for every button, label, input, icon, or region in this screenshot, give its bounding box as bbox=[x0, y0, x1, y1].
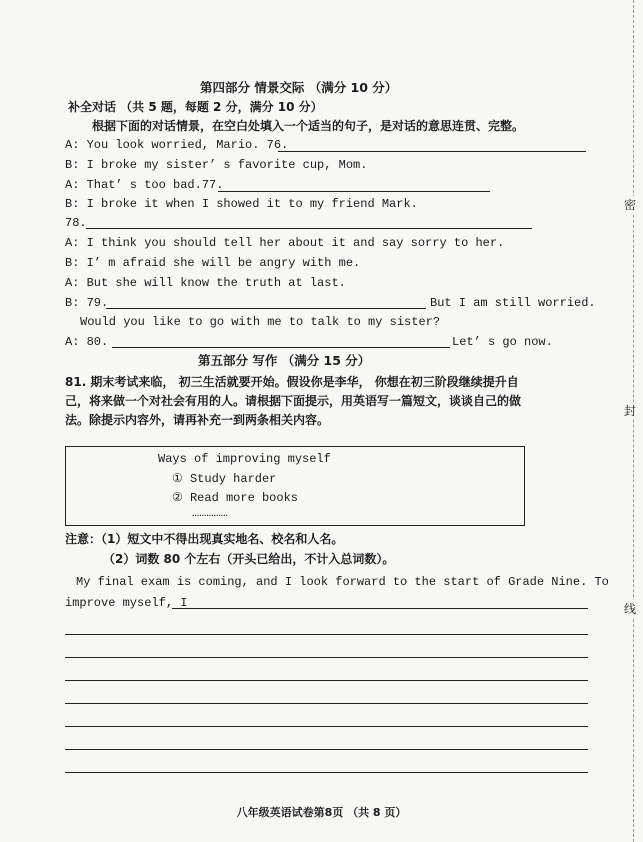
answer-blank-80[interactable] bbox=[112, 347, 450, 348]
answer-blank-78[interactable] bbox=[86, 228, 532, 229]
hint-item-1: ① Study harder bbox=[172, 472, 277, 486]
essay-line-8[interactable] bbox=[65, 772, 588, 773]
essay-start-line2: improve myself, I bbox=[65, 596, 188, 610]
margin-mark-xian: 线 bbox=[624, 602, 637, 616]
question-79-label: B: 79. bbox=[65, 296, 109, 310]
dialogue-line-b1: B: I broke my sister’ s favorite cup, Mom. bbox=[65, 158, 368, 172]
section4-instruction: 根据下面的对话情景，在空白处填入一个适当的句子，是对话的意思连贯、完整。 bbox=[92, 119, 525, 133]
section4-subtitle: 补全对话 （共 5 题，每题 2 分，满分 10 分） bbox=[68, 100, 323, 114]
answer-blank-76[interactable] bbox=[278, 151, 586, 152]
writing-prompt-line1: 81. 期末考试来临， 初三生活就要开始。假设你是李华， 你想在初三阶段继续提升自 bbox=[65, 375, 519, 389]
dialogue-line-b4-tail: But I am still worried. bbox=[430, 296, 596, 310]
dialogue-line-a4: A: But she will know the truth at last. bbox=[65, 276, 346, 290]
binding-margin-line bbox=[633, 0, 634, 842]
essay-line-7[interactable] bbox=[65, 749, 588, 750]
answer-blank-79[interactable] bbox=[106, 308, 426, 309]
essay-line-1[interactable] bbox=[172, 608, 588, 609]
dialogue-line-b4-question: Would you like to go with me to talk to my sister? bbox=[80, 315, 441, 329]
margin-mark-feng: 封 bbox=[624, 404, 637, 418]
dialogue-line-a1: A: You look worried, Mario. 76. bbox=[65, 138, 289, 152]
question-78-label: 78. bbox=[65, 216, 87, 230]
essay-line-6[interactable] bbox=[65, 726, 588, 727]
hint-dots: …………… bbox=[192, 506, 229, 520]
writing-prompt-line2: 己，将来做一个对社会有用的人。请根据下面提示，用英语写一篇短文，谈谈自己的做 bbox=[65, 394, 522, 408]
essay-start-line1: My final exam is coming, and I look forward to the start of Grade Nine. To bbox=[76, 575, 609, 589]
hint-item-2: ② Read more books bbox=[172, 491, 298, 505]
note-1: 注意：（1）短文中不得出现真实地名、校名和人名。 bbox=[65, 532, 344, 546]
page-footer: 八年级英语试卷第8页 （共 8 页） bbox=[236, 806, 407, 819]
dialogue-line-a3: A: I think you should tell her about it and say sorry to her. bbox=[65, 236, 505, 250]
writing-prompt-line3: 法。除提示内容外，请再补充一到两条相关内容。 bbox=[65, 413, 330, 427]
dialogue-line-a2: A: That’ s too bad.77. bbox=[65, 178, 224, 192]
section4-title: 第四部分 情景交际 （满分 10 分） bbox=[200, 80, 398, 95]
section5-title: 第五部分 写作 （满分 15 分） bbox=[198, 353, 371, 368]
essay-line-4[interactable] bbox=[65, 680, 588, 681]
dialogue-line-a5-tail: Let’ s go now. bbox=[452, 335, 553, 349]
note-2: （2）词数 80 个左右（开头已给出，不计入总词数）。 bbox=[103, 552, 395, 566]
question-80-label: A: 80. bbox=[65, 335, 109, 349]
answer-blank-77[interactable] bbox=[218, 191, 490, 192]
dialogue-line-b3: B: I’ m afraid she will be angry with me. bbox=[65, 256, 361, 270]
essay-line-3[interactable] bbox=[65, 657, 588, 658]
essay-line-2[interactable] bbox=[65, 634, 588, 635]
margin-mark-mi: 密 bbox=[624, 198, 637, 212]
hints-heading: Ways of improving myself bbox=[158, 452, 331, 466]
essay-line-5[interactable] bbox=[65, 703, 588, 704]
dialogue-line-b2: B: I broke it when I showed it to my friend Mark. bbox=[65, 197, 418, 211]
